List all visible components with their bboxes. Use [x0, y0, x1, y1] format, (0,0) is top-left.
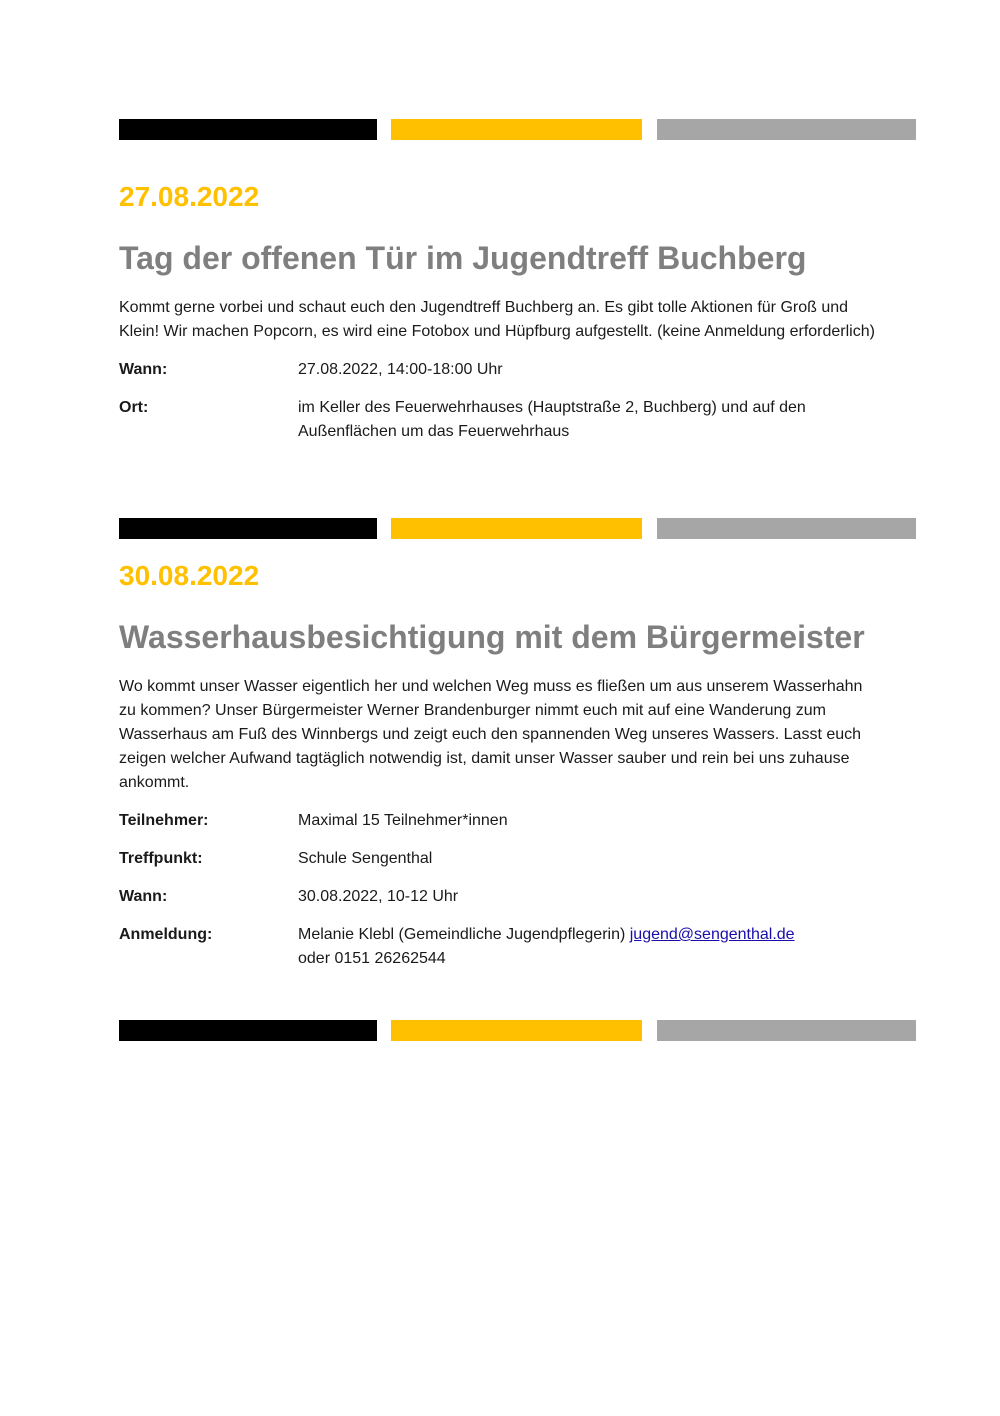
detail-value — [298, 923, 879, 971]
event-date: 30.08.2022 — [119, 560, 260, 591]
divider-segment-gray — [657, 119, 916, 140]
detail-label: Wann: — [119, 361, 168, 378]
detail-row-meeting-point — [119, 847, 879, 871]
divider-segment-black — [119, 119, 377, 140]
detail-label: Treffpunkt: — [119, 850, 203, 867]
detail-row-when — [119, 885, 879, 909]
detail-value: Maximal 15 Teilnehmer*innen — [298, 812, 508, 829]
detail-row-participants — [119, 809, 879, 833]
event-description: Kommt gerne vorbei und schaut euch den Jugendtreff Buchberg an. Es gibt tolle Aktionen für Groß und Klein! Wir machen Popcorn, es wird eine Fotobox und Hüpfburg aufgestellt. (keine Anmeldung erforderlich) — [119, 299, 875, 340]
detail-value: 27.08.2022, 14:00-18:00 Uhr — [298, 361, 503, 378]
detail-label: Ort: — [119, 399, 149, 416]
divider-bar — [119, 1020, 916, 1041]
detail-row-location — [119, 396, 879, 444]
email-link[interactable]: jugend@sengenthal.de — [629, 926, 795, 943]
divider-segment-yellow — [391, 1020, 642, 1041]
divider-bar — [119, 518, 916, 539]
event-waterhouse-tour — [119, 559, 879, 971]
divider-segment-black — [119, 1020, 377, 1041]
event-description: Wo kommt unser Wasser eigentlich her und welchen Weg muss es fließen um aus unserem Wasserhahn zu kommen? Unser Bürgermeister Werner Brandenburger nimmt euch mit auf eine Wanderung zum Wasserhaus am Fuß des Winnbergs und zeigt euch den spannenden Weg unseres Wassers. Lasst euch zeigen welcher Aufwand tagtäglich notwendig ist, damit unser Wasser sauber und rein bei uns zuhause ankommt. — [119, 678, 863, 791]
event-date: 27.08.2022 — [119, 181, 260, 212]
detail-value: 30.08.2022, 10-12 Uhr — [298, 888, 459, 905]
event-title: Wasserhausbesichtigung mit dem Bürgermeister — [119, 619, 865, 655]
detail-label: Anmeldung: — [119, 926, 213, 943]
divider-bar — [119, 119, 916, 140]
detail-row-when — [119, 358, 879, 382]
divider-segment-yellow — [391, 119, 642, 140]
event-open-house — [119, 180, 879, 444]
detail-label: Teilnehmer: — [119, 812, 209, 829]
event-title: Tag der offenen Tür im Jugendtreff Buchberg — [119, 240, 807, 276]
divider-segment-gray — [657, 1020, 916, 1041]
detail-row-registration — [119, 923, 879, 971]
detail-value: Schule Sengenthal — [298, 850, 433, 867]
divider-segment-yellow — [391, 518, 642, 539]
registration-phone: oder 0151 26262544 — [298, 950, 446, 967]
divider-segment-gray — [657, 518, 916, 539]
detail-label: Wann: — [119, 888, 168, 905]
detail-value: im Keller des Feuerwehrhauses (Hauptstraße 2, Buchberg) und auf den Außenflächen um das Feuerwehrhaus — [298, 399, 806, 440]
divider-segment-black — [119, 518, 377, 539]
registration-contact: Melanie Klebl (Gemeindliche Jugendpflegerin) — [298, 926, 626, 943]
